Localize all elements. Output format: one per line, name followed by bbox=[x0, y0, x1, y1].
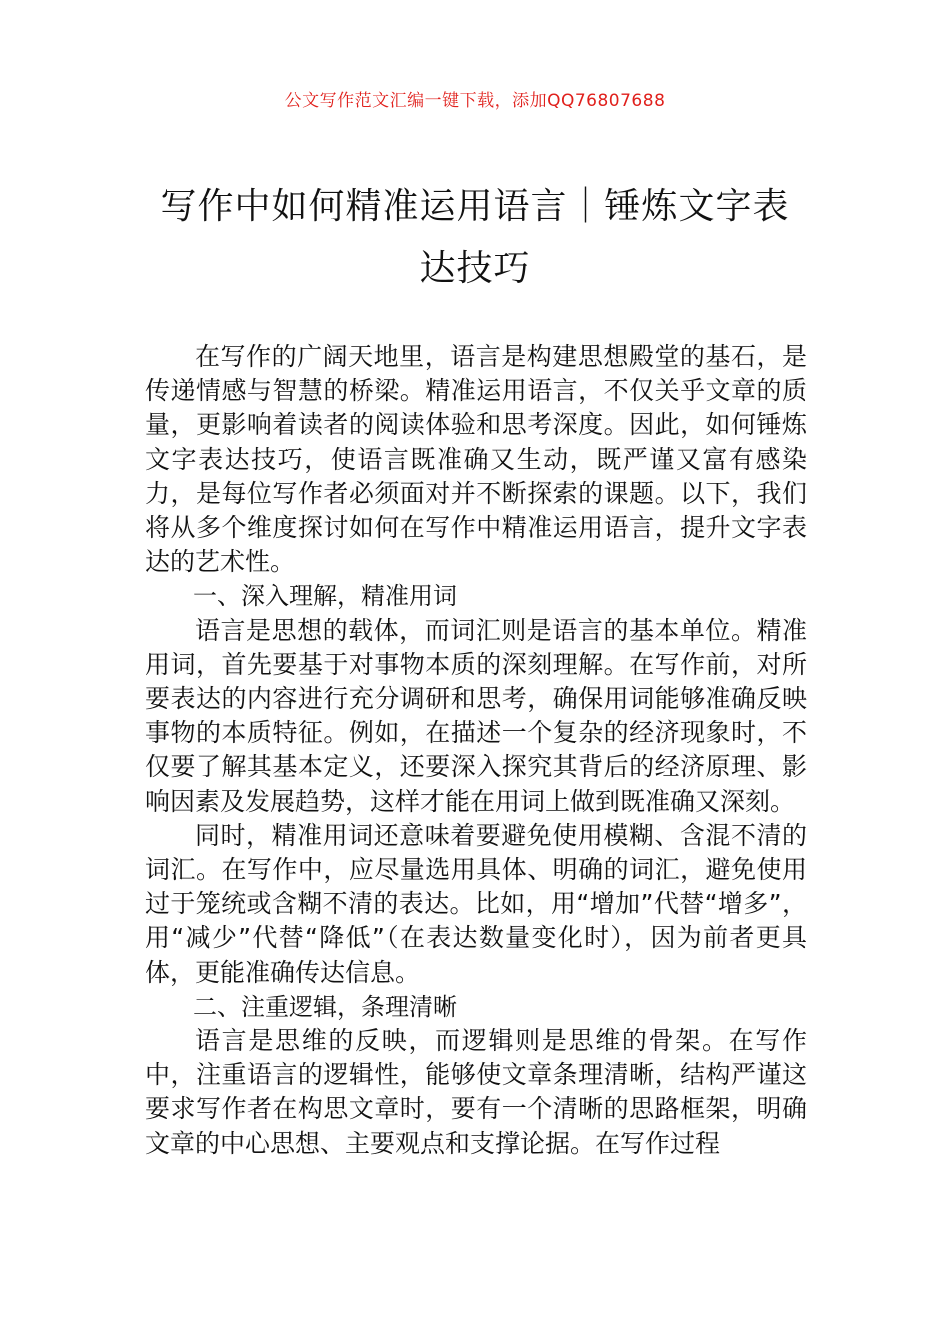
paragraph-1a: 语言是思想的载体，而词汇则是语言的基本单位。精准用词，首先要基于对事物本质的深刻理解。在写作前，对所要表达的内容进行充分调研和思考，确保用词能够准确反映事物的本质特征。例如，在描述一个复杂的经济现象时，不仅要了解其基本定义，还要深入探究其背后的经济原理、影响因素及发展趋势，这样才能在用词上做到既准确又深刻。 bbox=[145, 615, 807, 816]
section-heading-2: 二、注重逻辑，条理清晰 bbox=[193, 992, 457, 1021]
section-heading-1: 一、深入理解，精准用词 bbox=[193, 582, 457, 611]
paragraph-2a: 语言是思维的反映，而逻辑则是思维的骨架。在写作中，注重语言的逻辑性，能够使文章条理清晰，结构严谨这要求写作者在构思文章时，要有一个清晰的思路框架，明确文章的中心思想、主要观点和支撑论据。在写作过程 bbox=[145, 1026, 807, 1158]
page-title: 写作中如何精准运用语言｜锤炼文字表达技巧 bbox=[160, 186, 790, 289]
watermark-banner: 公文写作范文汇编一键下载，添加QQ76807688 bbox=[284, 91, 666, 111]
paragraph-intro: 在写作的广阔天地里，语言是构建思想殿堂的基石，是传递情感与智慧的桥梁。精准运用语言，不仅关乎文章的质量，更影响着读者的阅读体验和思考深度。因此，如何锤炼文字表达技巧，使语言既准确又生动，既严谨又富有感染力，是每位写作者必须面对并不断探索的课题。以下，我们将从多个维度探讨如何在写作中精准运用语言，提升文字表达的艺术性。 bbox=[145, 342, 807, 577]
paragraph-1b: 同时，精准用词还意味着要避免使用模糊、含混不清的词汇。在写作中，应尽量选用具体、明确的词汇，避免使用过于笼统或含糊不清的表达。比如，用“增加”代替“增多”，用“减少”代替“降低”（在表达数量变化时），因为前者更具体，更能准确传达信息。 bbox=[145, 820, 807, 987]
article-body bbox=[145, 340, 807, 1161]
